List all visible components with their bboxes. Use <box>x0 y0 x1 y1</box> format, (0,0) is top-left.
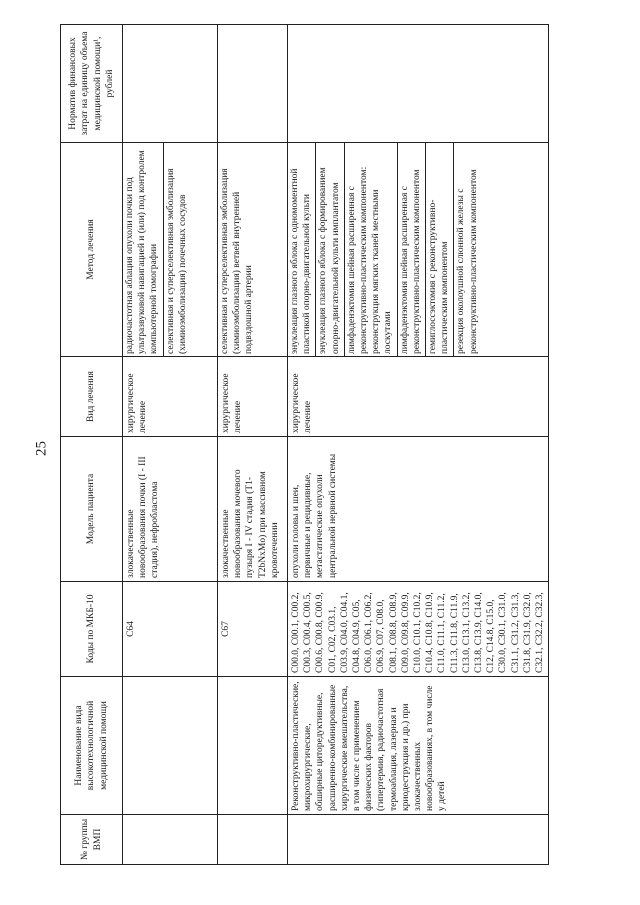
method-item: лимфаденэктомия шейная расширенная с реконструктивно-пластическим компонентом <box>398 143 426 356</box>
method-item: лимфаденэктомия шейная расширенная с реконструктивно-пластическим компонентом: реконструкция мягких тканей местными лоскутами <box>345 143 398 356</box>
cell-treatment-type: хирургическое лечение <box>123 357 218 437</box>
method-item: энуклеация глазного яблока с формированием опорно-двигательной культи имплантатом <box>316 143 344 356</box>
cell-model: злокачественные новообразования мочевого пузыря I - IV стадия (T1-T2bNxMo) при массивном кровотечении <box>218 437 288 582</box>
cell-name <box>123 677 218 815</box>
header-norm: Норматив финансовых затрат на единицу объема медицинской помощи¹, рублей <box>61 25 123 143</box>
cell-model: опухоли головы и шеи, первичные и рецидивные, метастатические опухоли центральной нервной системы <box>288 437 549 582</box>
table-row <box>218 25 288 865</box>
cell-codes: C67 <box>218 582 288 677</box>
cell-num <box>123 815 218 865</box>
page-number: 25 <box>33 441 50 456</box>
cell-norm <box>218 25 288 143</box>
header-num: № группы ВМП <box>61 815 123 865</box>
table-row <box>123 25 218 865</box>
cell-num <box>218 815 288 865</box>
cell-treatment-type: хирургическое лечение <box>288 357 549 437</box>
rotated-page <box>60 25 580 865</box>
cell-methods <box>123 143 218 357</box>
cell-model: злокачественные новообразования почки (I - III стадия), нефробластома <box>123 437 218 582</box>
cell-num <box>288 815 549 865</box>
cell-name: Реконструктивно-пластические, микрохирургические, обширные циторедуктивные, расширенно-комбинированные хирургические вмешательства, в том числе с применением физических факторов (гипертермия, радиочастотная термоаблация, лазерная и криодеструкция и др.) при злокачественных новообразованиях, в том числе у детей <box>288 677 549 815</box>
cell-norm <box>123 25 218 143</box>
header-model: Модель пациента <box>61 437 123 582</box>
cell-codes: C00.0, C00.1, C00.2, C00.3, C00.4, C00.5, C00.6, C00.8, C00.9, C01, C02, C03.1, C03.9, C04.0, C04.1, C04.8, C04.9, C05, C06.0, C06.1, C06.2, C06.9, C07, C08.0, C08.1, C08.8, C08.9, C09.0, C09.8, C09.9, C10.0, C10.1, C10.2, C10.4, C10.8, C10.9, C11.0, C11.1, C11.2, C11.3, C11.8, C11.9, C13.0, C13.1, C13.2, C13.8, C13.9, C14.0, C12, C14.8, C15.0, C30.0, C30.1, C31.0, C31.1, C31.2, C31.3, C31.8, C31.9, C32.0, C32.1, C32.2, C32.3, <box>288 582 549 677</box>
cell-treatment-type: хирургическое лечение <box>218 357 288 437</box>
vmp-table <box>60 24 549 865</box>
header-name: Наименование вида высокотехнологичной медицинской помощи <box>61 677 123 815</box>
header-codes: Коды по МКБ-10 <box>61 582 123 677</box>
cell-codes: C64 <box>123 582 218 677</box>
header-method: Метод лечения <box>61 143 123 357</box>
method-item: энуклеация глазного яблока с одномоментной пластикой опорно-двигательной культи <box>288 143 316 356</box>
header-row <box>61 25 123 865</box>
cell-norm <box>288 25 549 143</box>
table-row <box>288 25 549 865</box>
method-item: радиочастотная аблация опухоли почки под ультразвуковой навигацией и (или) под контролем компьютерной томографии <box>123 143 164 356</box>
cell-methods <box>218 143 288 357</box>
method-item: резекция околоушной слюнной железы с реконструктивно-пластическим компонентом <box>456 169 479 354</box>
method-item: гемиглоссэктомия с реконструктивно-пластическим компонентом <box>426 143 454 356</box>
cell-methods <box>288 143 549 357</box>
cell-name <box>218 677 288 815</box>
header-treatment-type: Вид лечения <box>61 357 123 437</box>
method-item: селективная и суперселективная эмболизация (химиоэмболизация) почечных сосудов <box>165 168 188 354</box>
method-item: селективная и суперселективная эмболизация (химиоэмболизация) ветвей внутренней подвздошной артерии <box>220 168 255 354</box>
